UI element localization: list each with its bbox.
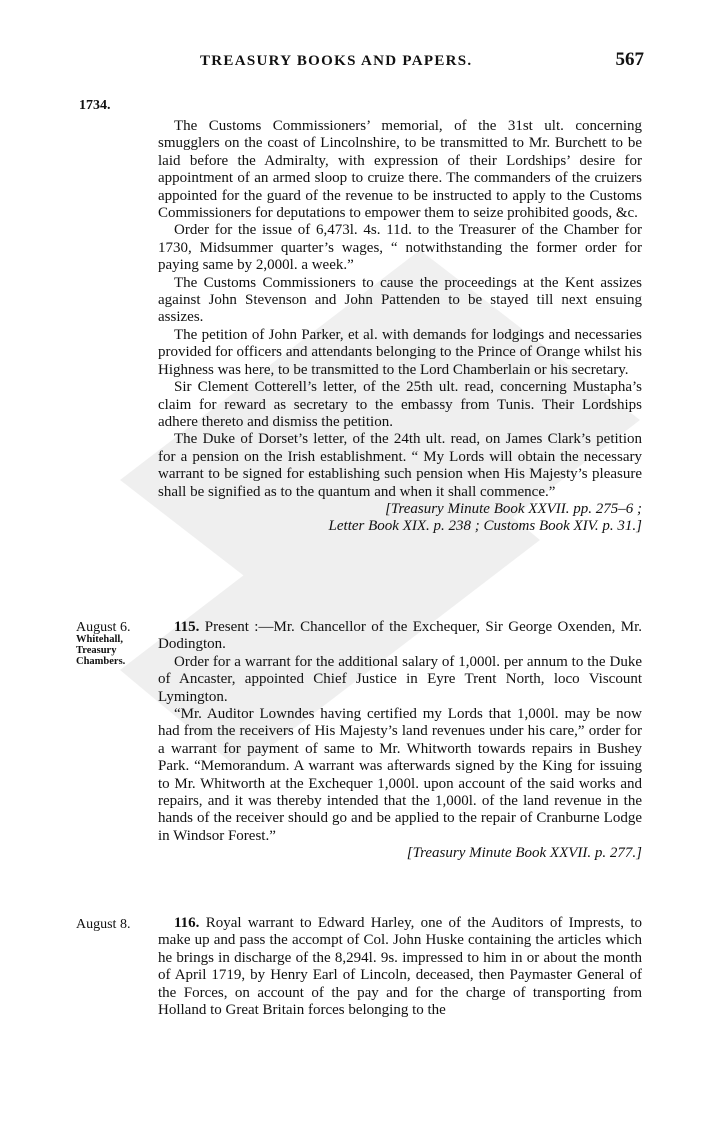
side-note-115 — [76, 621, 130, 667]
entry-115 — [158, 619, 642, 863]
entry-continuation — [158, 118, 642, 536]
paragraph-text: Royal warrant to Edward Harley, one of the Auditors of Imprests, to make up and pass the accompt of Col. John Huske containing the articles which he brings in discharge of the 8,294l. 9s. impressed to him in or about the month of April 1719, by Henry Earl of Lincoln, deceased, then Paymaster General of the Forces, on account of the pay and for the charge of transporting from Holland to Great Britain forces belonging to the — [158, 915, 642, 1019]
page-number: 567 — [615, 49, 644, 70]
paragraph-text: Present :—Mr. Chancellor of the Exchequer, Sir George Oxenden, Mr. Dodington. — [158, 619, 642, 653]
citation-line: [Treasury Minute Book XXVII. p. 277.] — [406, 845, 642, 862]
page-header — [78, 49, 644, 77]
paragraph: Order for a warrant for the additional salary of 1,000l. per annum to the Duke of Ancaster, appointed Chief Justice in Eyre Trent North, loco Viscount Lymington. — [158, 653, 642, 705]
paragraph — [158, 915, 642, 1019]
paragraph: The Duke of Dorset’s letter, of the 24th ult. read, on James Clark’s petition for a pension on the Irish establishment. “ My Lords will obtain the necessary warrant to be signed for establishing such pension when His Majesty’s pleasure shall be signified as to the quantum and when it shall commence.” — [158, 431, 642, 500]
side-place-line: Chambers. — [76, 656, 126, 667]
paragraph: Order for the issue of 6,473l. 4s. 11d. to the Treasurer of the Chamber for 1730, Midsummer quarter’s wages, “ notwithstanding the former order for paying same by 2,000l. a week.” — [158, 222, 642, 274]
citation — [158, 845, 642, 862]
paragraph: The Customs Commissioners to cause the proceedings at the Kent assizes against John Stevenson and John Pattenden to be stayed till next ensuing assizes. — [158, 274, 642, 326]
running-title: TREASURY BOOKS AND PAPERS. — [200, 53, 473, 69]
paragraph: The Customs Commissioners’ memorial, of the 31st ult. concerning smugglers on the coast of Lincolnshire, to be transmitted to Mr. Burchett to be laid before the Admiralty, with expression of their Lordships’ desire for appointment of an armed sloop to cruize there. The commanders of the cruizers appointed for the guard of the revenue to be instructed to apply to the Customs Commissioners for deputations to empower them to seize prohibited goods, &c. — [158, 118, 642, 222]
side-place-line: Treasury — [76, 645, 117, 656]
paragraph: “Mr. Auditor Lowndes having certified my Lords that 1,000l. may be now had from the receivers of His Majesty’s land revenues under his care,” order for a warrant for payment of same to Mr. Whitworth towards repairs in Bushey Park. “Memorandum. A warrant was afterwards signed by the King for issuing to Mr. Whitworth at the Exchequer 1,000l. upon account of the said works and repairs, and it was thereby intended that the 1,000l. of the land revenue in the hands of the receiver should go and be applied to the repair of Cranburne Lodge in Windsor Forest.” — [158, 706, 642, 844]
paragraph: Sir Clement Cotterell’s letter, of the 25th ult. read, concerning Mustapha’s claim for reward as secretary to the embassy from Tunis. Their Lordships adhere thereto and dismiss the petition. — [158, 379, 642, 430]
citation — [158, 501, 642, 536]
entry-number: 116. — [174, 915, 200, 931]
side-date: August 8. — [76, 917, 131, 932]
side-note-116 — [76, 918, 130, 931]
year-marginal: 1734. — [79, 98, 111, 113]
entry-number: 115. — [174, 619, 200, 635]
citation-line: [Treasury Minute Book XXVII. pp. 275–6 ; — [385, 500, 642, 517]
side-date: August 6. — [76, 620, 131, 635]
paragraph: The petition of John Parker, et al. with demands for lodgings and necessaries provided for officers and attendants belonging to the Prince of Orange whilst his Highness was here, to be transmitted to the Lord Chamberlain or his secretary. — [158, 326, 642, 378]
paragraph — [158, 619, 642, 654]
side-place-line: Whitehall, — [76, 634, 123, 645]
citation-line: Letter Book XIX. p. 238 ; Customs Book XIV. p. 31.] — [328, 518, 642, 535]
entry-116 — [158, 915, 642, 1019]
